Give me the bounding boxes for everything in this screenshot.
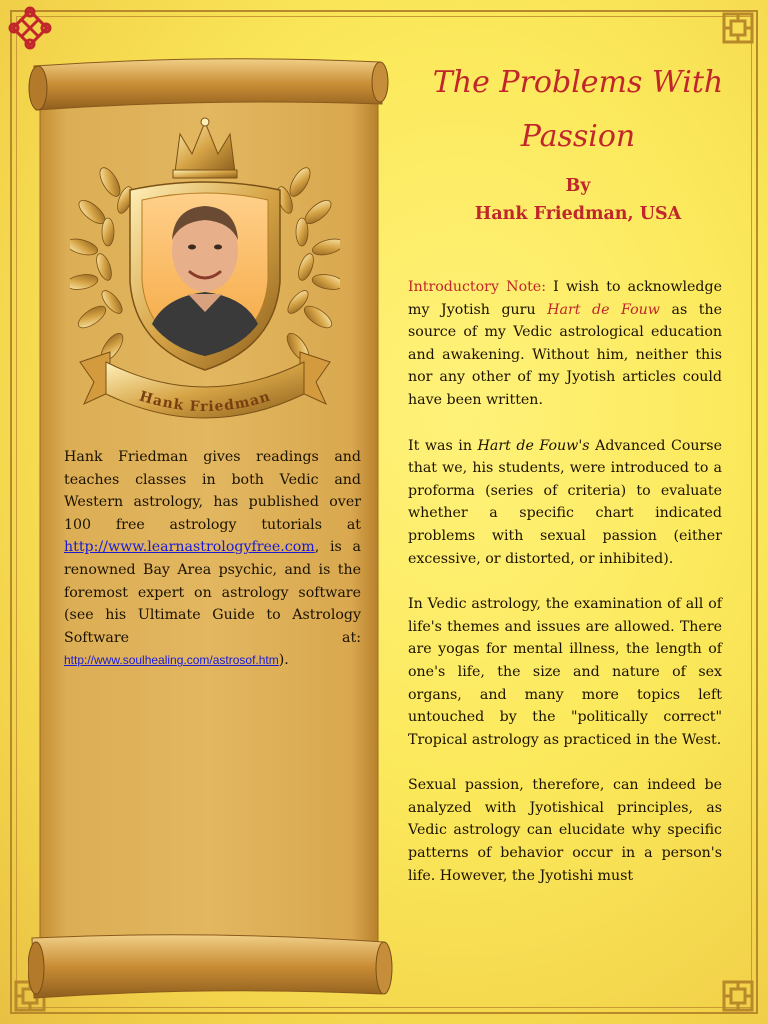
paragraph: In Vedic astrology, the examination of all of life's themes and issues are allowed. There are yogas for mental illness, the length of one's life, the size and nature of sex organs, and many more topics left untouched by the "politically correct" Tropical astrology as practiced in the West. xyxy=(408,596,722,748)
byline xyxy=(400,172,756,228)
byline-author: Hank Friedman, USA xyxy=(474,204,682,224)
byline-by: By xyxy=(565,176,591,196)
guru-name: Hart de Fouw xyxy=(547,301,660,318)
soulhealing-link[interactable]: http://www.soulhealing.com/astrosof.htm xyxy=(64,653,279,668)
endless-knot-icon xyxy=(8,6,52,50)
author-bio: Hank Friedman gives readings and teaches classes in both Vedic and Western astrology, has published over 100 free astrology tutorials at http://www.learnastrologyfree.com, is a renowned Bay Area psychic, and is the foremost expert on astrology software (see his Ultimate Guide to Astrology Software at: http://www.soulhealing.com/astrosof.htm). xyxy=(64,449,361,669)
guru-name-possessive: Hart de Fouw's xyxy=(477,437,590,454)
crown-icon xyxy=(173,118,237,178)
ribbon-name-label: Hank Friedman xyxy=(137,388,273,416)
paragraph: Sexual passion, therefore, can indeed be analyzed with Jyotishical principles, as Vedic astrology can elucidate why specific patterns of behavior occur in a person's life. However, the Jyotishi must xyxy=(408,777,722,884)
paragraph: It was in Hart de Fouw's Advanced Course that we, his students, were introduced to a proforma (series of criteria) to evaluate whether a specific chart indicated problems with sexual passion (either excessive, or distorted, or inhibited). xyxy=(408,437,722,567)
endless-knot-icon xyxy=(716,974,760,1018)
learnastrologyfree-link[interactable]: http://www.learnastrologyfree.com xyxy=(64,539,315,556)
endless-knot-icon xyxy=(716,6,760,50)
article-body xyxy=(408,276,722,910)
paragraph: Introductory Note: I wish to acknowledge my Jyotish guru Hart de Fouw as the source of my Vedic astrological education and awakening. Without him, neither this nor any other of my Jyotish articles could have been written. xyxy=(408,279,723,408)
article-title: The Problems With Passion xyxy=(432,65,724,154)
author-crest xyxy=(70,112,340,428)
intro-note-label: Introductory Note: xyxy=(408,279,546,295)
